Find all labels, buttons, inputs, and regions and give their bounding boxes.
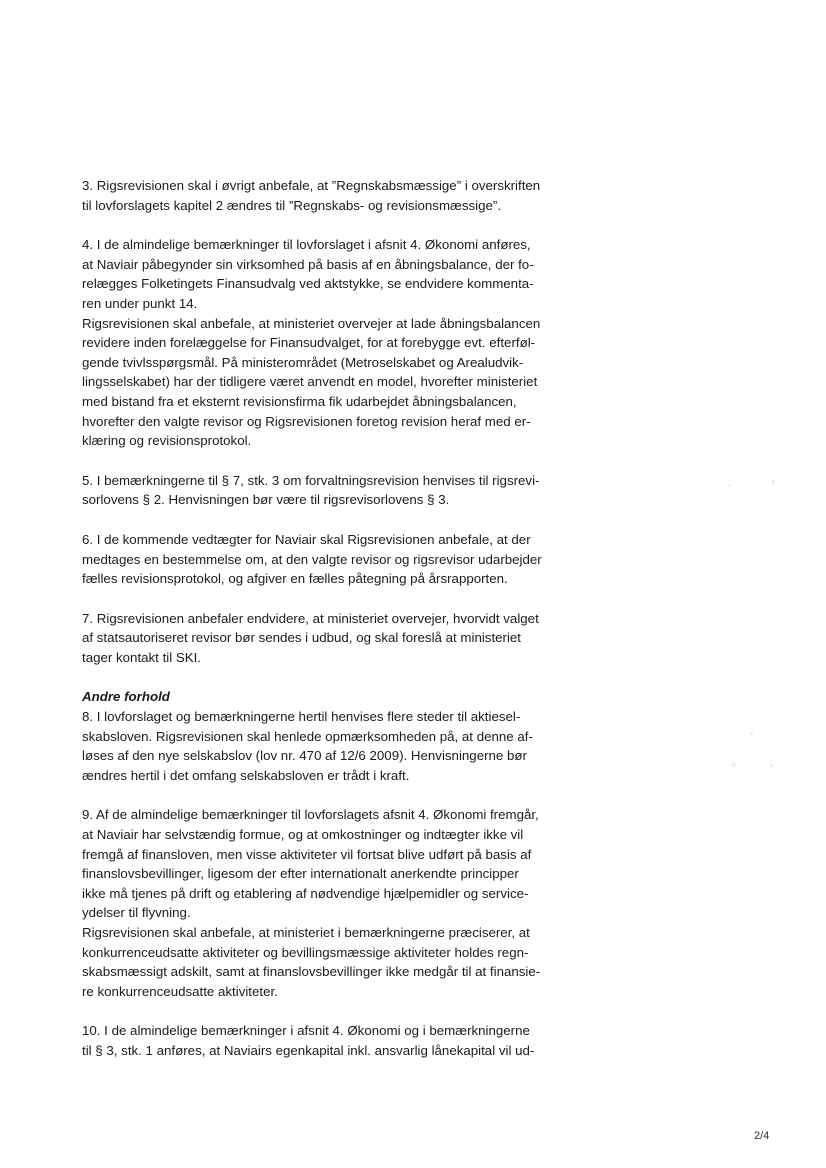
paragraph bbox=[82, 530, 572, 589]
text-line: fælles revisionsprotokol, og afgiver en fælles påtegning på årsrapporten. bbox=[82, 571, 508, 587]
scan-speck: ◦ bbox=[770, 761, 773, 770]
text-line: ikke må tjenes på drift og etablering af nødvendige hjælpemidler og service- bbox=[82, 885, 529, 901]
text-line: løses af den nye selskabslov (lov nr. 470 af 12/6 2009). Henvisningerne bør bbox=[82, 748, 527, 764]
text-line: revidere inden forelæggelse for Finansudvalget, for at forebygge evt. efterføl- bbox=[82, 335, 536, 351]
text-line: klæring og revisionsprotokol. bbox=[82, 433, 252, 449]
text-line: 7. Rigsrevisionen anbefaler endvidere, at ministeriet overvejer, hvorvidt valget bbox=[82, 610, 539, 626]
text-line: re konkurrenceudsatte aktiviteter. bbox=[82, 983, 278, 999]
scan-speck: ⁘ bbox=[730, 761, 737, 770]
text-line: Rigsrevisionen skal anbefale, at ministeriet overvejer at lade åbningsbalancen bbox=[82, 315, 541, 331]
paragraph bbox=[82, 471, 572, 510]
paragraph bbox=[82, 805, 572, 1001]
text-line: 6. I de kommende vedtægter for Naviair skal Rigsrevisionen anbefale, at der bbox=[82, 531, 531, 547]
text-line: skabsmæssigt adskilt, samt at finanslovsbevillinger ikke medgår til at finansie- bbox=[82, 964, 541, 980]
page-number: 2/4 bbox=[754, 1130, 770, 1142]
text-line: Rigsrevisionen skal anbefale, at ministeriet i bemærkningerne præciserer, at bbox=[82, 925, 530, 940]
text-line: konkurrenceudsatte aktiviteter og bevillingsmæssige aktiviteter holdes regn- bbox=[82, 944, 529, 960]
text-line: 8. I lovforslaget og bemærkningerne hertil henvises flere steder til aktiesel- bbox=[82, 709, 521, 725]
text-line: 9. Af de almindelige bemærkninger til lovforslagets afsnit 4. Økonomi fremgår, bbox=[82, 807, 539, 823]
text-line: ændres hertil i det omfang selskabsloven er trådt i kraft. bbox=[82, 767, 410, 783]
text-line: med bistand fra et eksternt revisionsfirma fik udarbejdet åbningsbalancen, bbox=[82, 393, 517, 409]
paragraph bbox=[82, 176, 572, 215]
text-line: 3. Rigsrevisionen skal i øvrigt anbefale, at ”Regnskabsmæssige” i overskriften bbox=[82, 178, 541, 193]
text-line: finanslovsbevillinger, ligesom der efter internationalt anerkendte principper bbox=[82, 866, 519, 882]
text-line: sorlovens § 2. Henvisningen bør være til rigsrevisorlovens § 3. bbox=[82, 492, 450, 508]
scan-speck: · bbox=[728, 481, 731, 490]
text-line: 10. I de almindelige bemærkninger i afsnit 4. Økonomi og i bemærkningerne bbox=[82, 1023, 530, 1039]
text-line: skabsloven. Rigsrevisionen skal henlede opmærksomheden på, at denne af- bbox=[82, 728, 533, 744]
text-line: relægges Folketingets Finansudvalg ved aktstykke, se endvidere kommenta- bbox=[82, 276, 534, 292]
paragraph bbox=[82, 609, 572, 668]
text-line: hvorefter den valgte revisor og Rigsrevisionen foretog revision heraf med er- bbox=[82, 413, 531, 429]
text-line: tager kontakt til SKI. bbox=[82, 649, 201, 665]
scan-speck: ◦ bbox=[772, 477, 775, 486]
section-heading: Andre forhold bbox=[82, 689, 170, 705]
text-line: ydelser til flyvning. bbox=[82, 905, 191, 921]
text-line: til § 3, stk. 1 anføres, at Naviairs egenkapital inkl. ansvarlig lånekapital vil ud- bbox=[82, 1042, 535, 1058]
text-line: lingsselskabet) har der tidligere været anvendt en model, hvorefter ministeriet bbox=[82, 374, 538, 390]
paragraph bbox=[82, 235, 572, 451]
text-line: ren under punkt 14. bbox=[82, 295, 198, 311]
scan-speck: ◦ bbox=[750, 729, 753, 738]
text-line: fremgå af finansloven, men visse aktiviteter vil fortsat blive udført på basis af bbox=[82, 846, 532, 862]
paragraph bbox=[82, 687, 572, 785]
text-line: at Naviair har selvstændig formue, og at omkostninger og indtægter ikke vil bbox=[82, 827, 524, 843]
text-line: at Naviair påbegynder sin virksomhed på basis af en åbningsbalance, der fo- bbox=[82, 256, 534, 272]
text-line: gende tvivlsspørgsmål. På ministerområdet (Metroselskabet og Arealudvik- bbox=[82, 354, 524, 370]
text-line: til lovforslagets kapitel 2 ændres til ”Regnskabs- og revisionsmæssige”. bbox=[82, 197, 502, 213]
body-text bbox=[82, 176, 572, 1081]
text-line: medtages en bestemmelse om, at den valgte revisor og rigsrevisor udarbejder bbox=[82, 551, 542, 567]
text-line: 4. I de almindelige bemærkninger til lovforslaget i afsnit 4. Økonomi anføres, bbox=[82, 237, 531, 253]
text-line: 5. I bemærkningerne til § 7, stk. 3 om forvaltningsrevision henvises til rigsrevi- bbox=[82, 472, 540, 488]
paragraph bbox=[82, 1021, 572, 1060]
text-line: af statsautoriseret revisor bør sendes i udbud, og skal foreslå at ministeriet bbox=[82, 630, 521, 646]
